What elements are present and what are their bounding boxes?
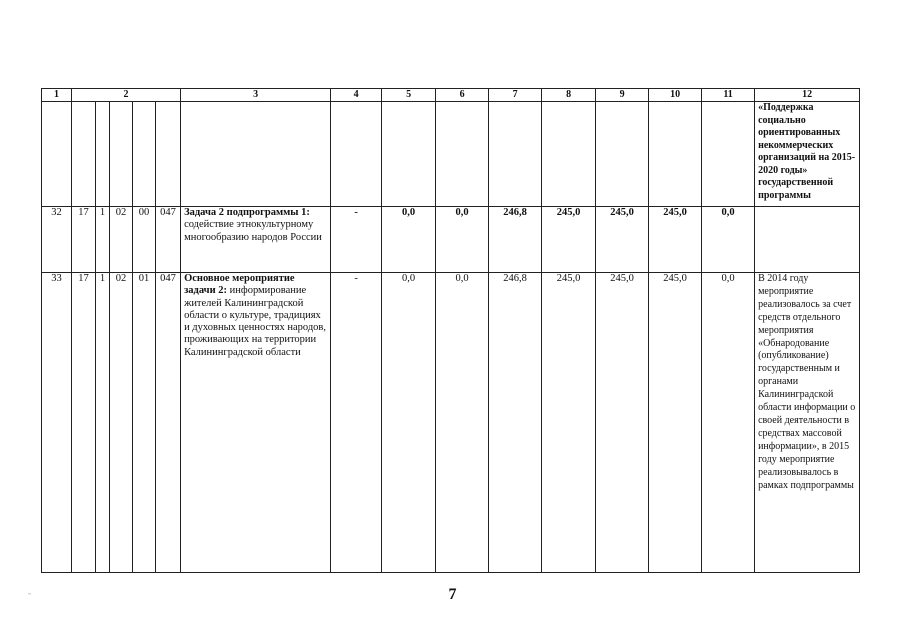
continuation-row [42, 102, 860, 207]
value-col-8: 245,0 [542, 273, 596, 573]
value-col-11: 0,0 [702, 207, 755, 273]
code-1: 17 [72, 207, 96, 273]
continuation-note: «Поддержка социально ориентированных некоммерческих организаций на 2015-2020 годы» государственной программы [755, 102, 860, 207]
page-number: 7 [448, 586, 457, 603]
row-number: 32 [42, 207, 72, 273]
value-col-9: 245,0 [596, 273, 649, 573]
header-col-9: 9 [596, 89, 649, 102]
header-col-6: 6 [436, 89, 489, 102]
value-col-9: 245,0 [596, 207, 649, 273]
code-2: 1 [96, 207, 110, 273]
code-4: 00 [133, 207, 156, 273]
value-col-6: 0,0 [436, 207, 489, 273]
code-5: 047 [156, 207, 181, 273]
item-name-rest: информирование жителей Калининградской области о культуре, традициях и духовных ценностях народов, проживающих на территории Калининградской области [184, 285, 327, 358]
item-name-title: Основное мероприятие задачи 2: [184, 273, 295, 297]
row-number: 33 [42, 273, 72, 573]
item-name [181, 207, 331, 273]
value-col-7: 246,8 [489, 207, 542, 273]
header-col-8: 8 [542, 89, 596, 102]
report-table [41, 88, 860, 573]
table-row [42, 207, 860, 273]
scan-mark: ~ [28, 592, 32, 598]
item-name [181, 273, 331, 573]
code-3: 02 [110, 207, 133, 273]
value-col-10: 245,0 [649, 273, 702, 573]
value-col-7: 246,8 [489, 273, 542, 573]
item-name-title: Задача 2 подпрограммы 1: [184, 207, 310, 218]
header-col-5: 5 [382, 89, 436, 102]
code-3: 02 [110, 273, 133, 573]
code-4: 01 [133, 273, 156, 573]
code-5: 047 [156, 273, 181, 573]
code-1: 17 [72, 273, 96, 573]
value-col-4: - [331, 273, 382, 573]
header-col-1: 1 [42, 89, 72, 102]
header-col-4: 4 [331, 89, 382, 102]
value-col-8: 245,0 [542, 207, 596, 273]
note: В 2014 году мероприятие реализовалось за счет средств отдельного мероприятия «Обнародование (опубликование) государственным и органами Калининградской области информации о своей деятельности в средствах массовой информации», в 2015 году мероприятие реализовывалось в рамках подпрограммы [755, 273, 860, 573]
value-col-4: - [331, 207, 382, 273]
value-col-5: 0,0 [382, 207, 436, 273]
header-col-7: 7 [489, 89, 542, 102]
table-row [42, 273, 860, 573]
header-col-2: 2 [72, 89, 181, 102]
item-name-rest: содействие этнокультурному многообразию народов России [184, 219, 322, 243]
header-col-12: 12 [755, 89, 860, 102]
value-col-10: 245,0 [649, 207, 702, 273]
header-col-11: 11 [702, 89, 755, 102]
code-2: 1 [96, 273, 110, 573]
header-col-3: 3 [181, 89, 331, 102]
header-row [42, 89, 860, 102]
value-col-5: 0,0 [382, 273, 436, 573]
value-col-11: 0,0 [702, 273, 755, 573]
header-col-10: 10 [649, 89, 702, 102]
value-col-6: 0,0 [436, 273, 489, 573]
note [755, 207, 860, 273]
